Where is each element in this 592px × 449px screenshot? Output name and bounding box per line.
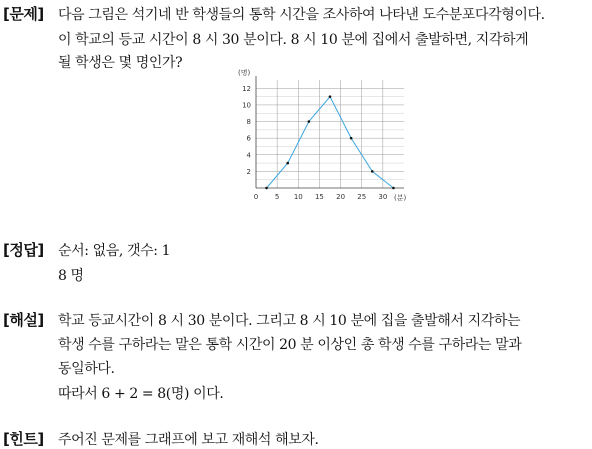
answer-tag: [정답]	[3, 241, 44, 259]
hint-line-1: 주어진 문제를 그래프에 보고 재해석 해보자.	[58, 432, 319, 448]
data-point	[286, 162, 289, 165]
explanation-line-3: 동일하다.	[58, 361, 115, 377]
data-point	[329, 95, 332, 98]
x-tick-label: 25	[357, 193, 367, 201]
y-tick-label: 8	[246, 118, 251, 127]
x-tick-label: 10	[293, 193, 303, 201]
y-tick-label: 2	[246, 167, 251, 176]
answer-line-1: 순서: 없음, 갯수: 1	[58, 243, 171, 259]
data-point	[350, 137, 353, 140]
x-tick-label: 30	[378, 193, 388, 201]
x-unit-label: (분)	[394, 194, 407, 202]
data-point	[308, 120, 311, 123]
data-point	[392, 187, 395, 190]
problem-line-1: 다음 그림은 석기네 반 학생들의 통학 시간을 조사하여 나타낸 도수분포다각형이다.	[58, 7, 545, 23]
x-tick-label: 20	[336, 193, 346, 201]
problem-line-2: 이 학교의 등교 시간이 8 시 30 분이다. 8 시 10 분에 집에서 출발하면, 지각하게	[58, 32, 529, 48]
y-tick-label: 12	[242, 84, 251, 93]
y-unit-label: (명)	[238, 69, 251, 77]
x-tick-label: 5	[274, 193, 280, 201]
problem-tag: [문제]	[3, 5, 44, 23]
data-point	[265, 187, 268, 190]
data-point	[371, 170, 374, 173]
hint-tag: [힌트]	[3, 430, 44, 448]
explanation-tag: [해설]	[3, 311, 44, 329]
y-tick-label: 6	[246, 134, 251, 143]
problem-line-3: 될 학생은 몇 명인가?	[58, 55, 183, 71]
explanation-line-4: 따라서 6 + 2 = 8(명) 이다.	[58, 386, 224, 402]
x-tick-label: 0	[253, 193, 259, 201]
x-tick-label: 15	[314, 193, 324, 201]
frequency-polygon-line	[267, 97, 394, 188]
explanation-line-1: 학교 등교시간이 8 시 30 분이다. 그리고 8 시 10 분에 집을 출발해서 지각하는	[58, 313, 521, 329]
y-tick-label: 4	[246, 151, 251, 160]
frequency-polygon-chart	[232, 66, 412, 206]
answer-line-2: 8 명	[58, 268, 84, 284]
explanation-line-2: 학생 수를 구하라는 말은 통학 시간이 20 분 이상인 총 학생 수를 구하라는 말과	[58, 337, 522, 353]
y-tick-label: 10	[242, 101, 251, 110]
